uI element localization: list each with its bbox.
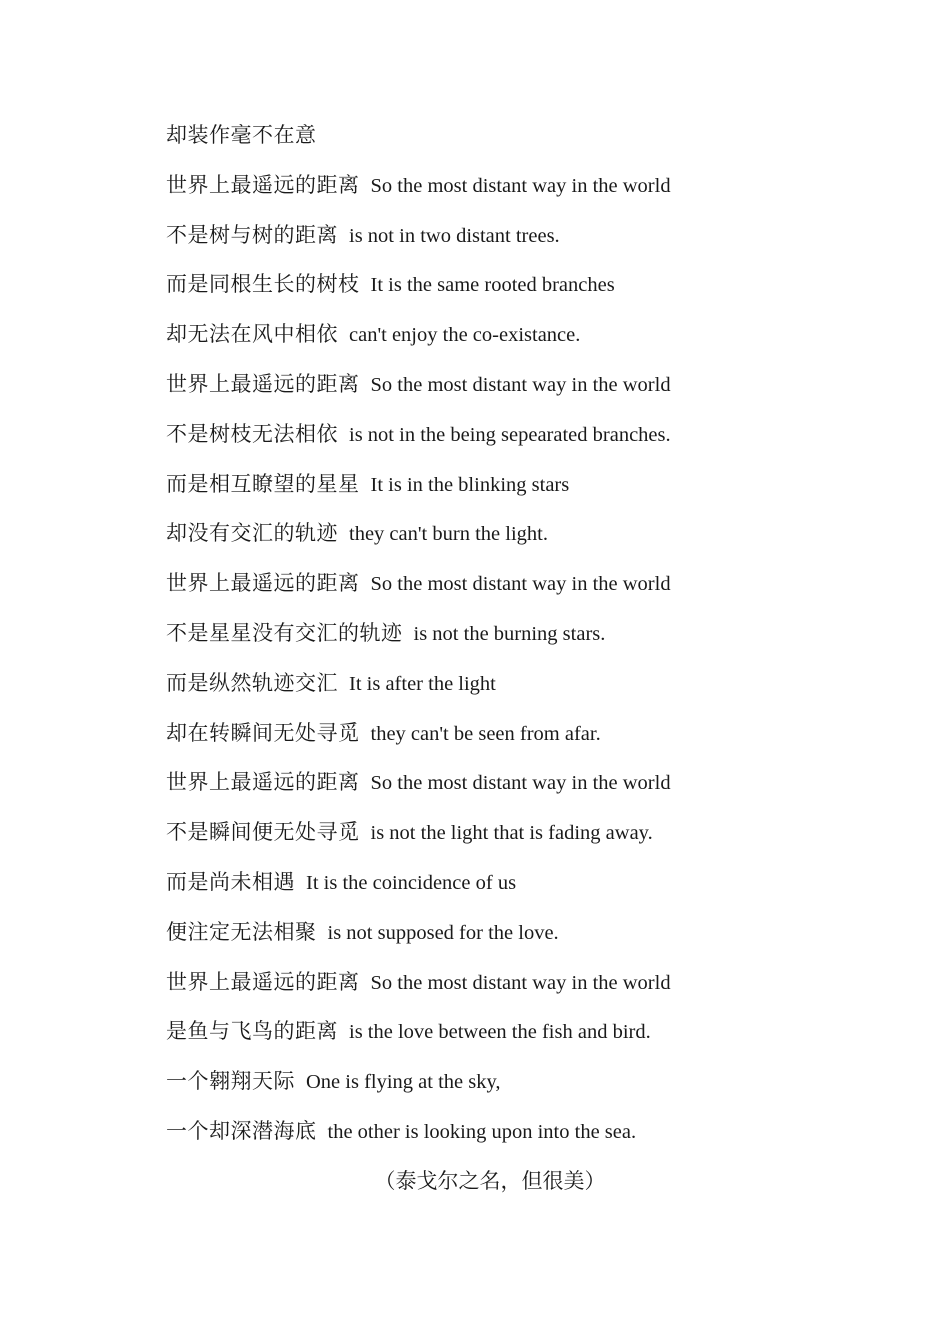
poem-line-english: the other is looking upon into the sea. — [327, 1120, 637, 1143]
poem-line-chinese: 不是树枝无法相依 — [166, 421, 338, 446]
poem-line-english: is not supposed for the love. — [327, 921, 559, 944]
poem-line-english: is not the light that is fading away. — [370, 822, 653, 845]
poem-line-chinese: 一个翱翔天际 — [166, 1069, 295, 1094]
poem-line-chinese: 世界上最遥远的距离 — [166, 969, 360, 994]
poem-line-english: It is the same rooted branches — [370, 274, 615, 297]
poem-line — [166, 1116, 886, 1166]
poem-line-english: It is after the light — [349, 672, 496, 695]
poem-line-chinese: 便注定无法相聚 — [166, 919, 317, 944]
poem-line-chinese: 世界上最遥远的距离 — [166, 172, 360, 197]
poem-line — [166, 518, 886, 568]
poem-line — [166, 817, 886, 867]
poem-line-chinese: 不是星星没有交汇的轨迹 — [166, 620, 403, 645]
poem-line-chinese: 世界上最遥远的距离 — [166, 371, 360, 396]
poem-line-chinese: 一个却深潜海底 — [166, 1118, 317, 1143]
poem-line-chinese: 却装作毫不在意 — [166, 123, 317, 147]
poem-line — [166, 767, 886, 817]
poem-line-english: they can't be seen from afar. — [370, 722, 601, 745]
poem-line — [166, 419, 886, 469]
poem-line-chinese: 而是同根生长的树枝 — [166, 272, 360, 297]
poem-line-english: can't enjoy the co-existance. — [349, 324, 581, 347]
poem-line-chinese: 却无法在风中相依 — [166, 322, 338, 347]
poem-line — [166, 917, 886, 967]
poem-line-chinese: 却在转瞬间无处寻觅 — [166, 720, 360, 745]
poem-line — [166, 319, 886, 369]
poem-body — [166, 120, 886, 1166]
poem-line — [166, 369, 886, 419]
poem-line — [166, 170, 886, 220]
poem-line-chinese: 是鱼与飞鸟的距离 — [166, 1019, 338, 1044]
poem-line-english: One is flying at the sky, — [306, 1071, 501, 1094]
poem-line — [166, 269, 886, 319]
poem-line-english: they can't burn the light. — [349, 523, 548, 546]
poem-line — [166, 718, 886, 768]
poem-line — [166, 1066, 886, 1116]
poem-line-chinese: 却没有交汇的轨迹 — [166, 521, 338, 546]
poem-line-chinese: 不是树与树的距离 — [166, 222, 338, 247]
poem-line — [166, 668, 886, 718]
poem-line-chinese: 世界上最遥远的距离 — [166, 571, 360, 596]
poem-line — [166, 120, 886, 170]
poem-line — [166, 618, 886, 668]
poem-line-chinese: 不是瞬间便无处寻觅 — [166, 820, 360, 845]
poem-line — [166, 220, 886, 270]
poem-line-english: is not in two distant trees. — [349, 224, 560, 247]
poem-line — [166, 568, 886, 618]
poem-line-english: It is in the blinking stars — [370, 473, 570, 496]
poem-line-english: It is the coincidence of us — [306, 871, 517, 894]
poem-line-english: So the most distant way in the world — [370, 573, 671, 596]
poem-line-english: is not the burning stars. — [413, 622, 606, 645]
poem-line — [166, 867, 886, 917]
poem-line-english: So the most distant way in the world — [370, 971, 671, 994]
poem-line-chinese: 而是相互瞭望的星星 — [166, 471, 360, 496]
poem-line-english: is not in the being sepearated branches. — [349, 423, 671, 446]
poem-line — [166, 1016, 886, 1066]
poem-line-chinese: 而是纵然轨迹交汇 — [166, 670, 338, 695]
poem-line-english: So the most distant way in the world — [370, 772, 671, 795]
poem-line — [166, 469, 886, 519]
attribution-note: （泰戈尔之名，但很美） — [374, 1169, 606, 1193]
poem-line-english: So the most distant way in the world — [370, 373, 671, 396]
poem-line-chinese: 世界上最遥远的距离 — [166, 770, 360, 795]
poem-line-english: So the most distant way in the world — [370, 174, 671, 197]
poem-line-chinese: 而是尚未相遇 — [166, 869, 295, 894]
poem-line-english: is the love between the fish and bird. — [349, 1021, 651, 1044]
poem-line — [166, 967, 886, 1017]
